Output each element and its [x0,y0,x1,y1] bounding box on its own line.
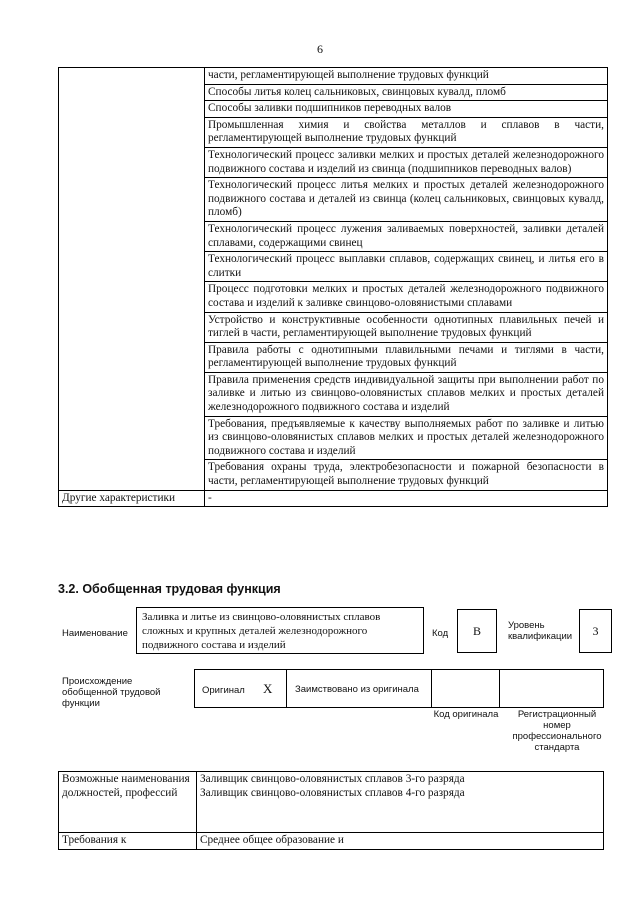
borrowed-label: Заимствовано из оригинала [295,684,419,695]
table-cell: Требования охраны труда, электробезопасности и пожарной безопасности в части, регламентирующей выполнение трудовых функций [205,460,608,490]
table-row [59,68,608,85]
section-heading: 3.2. Обобщенная трудовая функция [58,582,281,596]
table-cell: Устройство и конструктивные особенности однотипных плавильных печей и тиглей в части, регламентирующей выполнение трудовых функций [205,312,608,342]
origin-label: Происхождение обобщенной трудовой функции [62,676,161,709]
table-row [59,490,608,507]
table-cell: Способы заливки подшипников переводных валов [205,101,608,118]
name-label: Наименование [62,628,128,639]
page-number: 6 [317,42,323,56]
name-value: Заливка и литье из свинцово-оловянистых сплавов сложных и крупных деталей железнодорожного подвижного состава и изделий [142,611,381,651]
position-item: Заливщик свинцово-оловянистых сплавов 4-го разряда [200,786,465,799]
table-cell: Технологический процесс заливки мелких и простых деталей железнодорожного подвижного состава и изделий из свинца (подшипников переводных валов) [205,147,608,177]
table-cell: Промышленная химия и свойства металлов и сплавов в части, регламентирующей выполнение трудовых функций [205,117,608,147]
code-original-cell [431,669,500,708]
knowledge-table [58,67,608,507]
positions-values [197,772,604,833]
requirements-label: Требования к [59,833,197,850]
borrowed-cell [286,669,432,708]
table-cell: Требования, предъявляемые к качеству выполняемых работ по заливке и литью из свинцово-оловянистых сплавов мелких и простых деталей железнодорожного подвижного состава и изделий [205,416,608,460]
code-box [457,609,497,653]
level-box [579,609,612,653]
reg-number-caption: Регистрационный номер профессионального стандарта [512,709,602,753]
table-cell: Правила применения средств индивидуальной защиты при выполнении работ по заливке и литью из свинцово-оловянистых сплавов мелких и простых деталей железнодорожного подвижного состава и изделий [205,372,608,416]
table-cell: части, регламентирующей выполнение трудовых функций [205,68,608,85]
original-label: Оригинал [202,685,245,696]
positions-label: Возможные наименования должностей, профессий [59,772,197,833]
left-cell-empty [59,68,205,491]
table-cell: Процесс подготовки мелких и простых деталей железнодорожного подвижного состава и изделий к заливке свинцово-оловянистыми сплавами [205,282,608,312]
knowledge-table-body [59,68,608,507]
table-cell: Технологический процесс выплавки сплавов, содержащих свинец, и литья его в слитки [205,252,608,282]
code-original-caption: Код оригинала [433,709,499,720]
name-box [136,607,424,654]
original-cell [194,669,287,708]
table-cell: Правила работы с однотипными плавильными печами и тиглями в части, регламентирующей выполнение трудовых функций [205,342,608,372]
table-row [59,833,604,850]
table-row [59,772,604,833]
other-characteristics-value: - [205,490,608,507]
requirements-value: Среднее общее образование и [197,833,604,850]
code-label: Код [432,628,449,639]
code-value: В [472,624,481,638]
positions-table [58,771,604,850]
table-cell: Технологический процесс литья мелких и простых деталей железнодорожного подвижного состава и деталей из свинца (колец сальниковых, свинцовых кувалд, пломб) [205,178,608,222]
other-characteristics-label: Другие характеристики [59,490,205,507]
position-item: Заливщик свинцово-оловянистых сплавов 3-го разряда [200,773,465,785]
level-value: 3 [592,624,599,638]
table-cell: Технологический процесс лужения заливаемых поверхностей, заливки деталей сплавами, содержащими свинец [205,221,608,251]
original-mark: X [263,681,273,696]
table-cell: Способы литья колец сальниковых, свинцовых кувалд, пломб [205,84,608,101]
level-label: Уровень квалификации [508,620,573,642]
